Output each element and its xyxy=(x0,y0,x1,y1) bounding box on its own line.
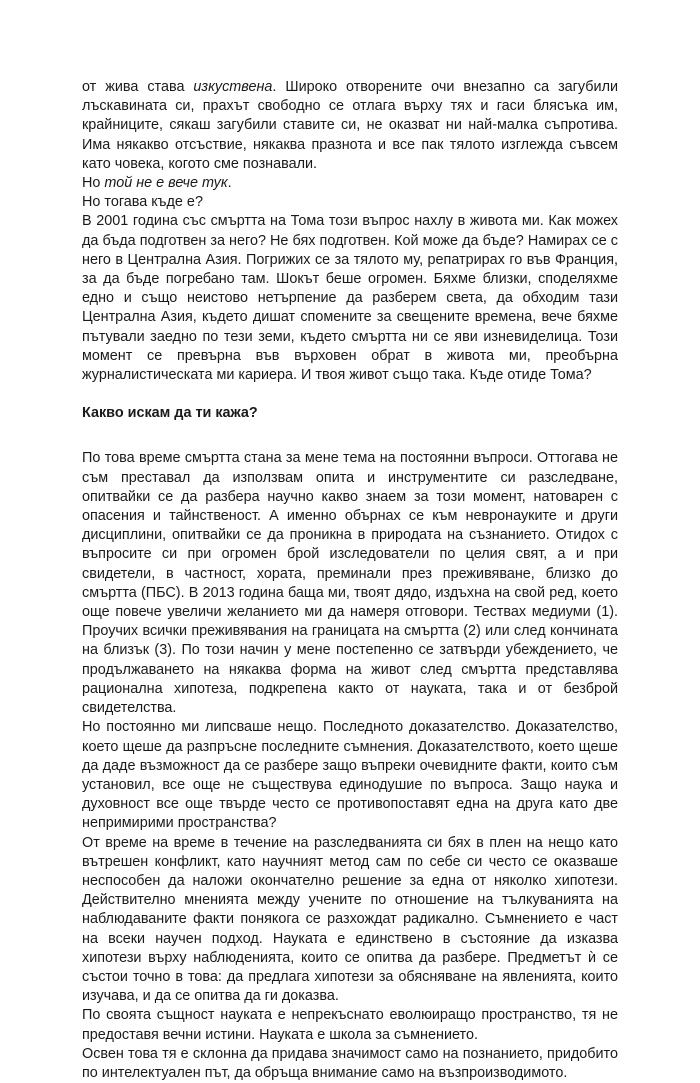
paragraph-2 xyxy=(82,174,618,193)
paragraph-3: Но тогава къде е? xyxy=(82,194,203,211)
paragraph-2-italic: той не е вече тук xyxy=(104,175,228,192)
paragraph-8: По своята същност науката е непрекъснато еволюиращо пространство, тя не предоставя вечни истини. Науката е школа за съмнението. xyxy=(82,1007,618,1043)
paragraph-9: Освен това тя е склонна да придава значимост само на познанието, придобито по интелектуален път, да обръща внимание само на възпроизводимото. xyxy=(82,1045,618,1081)
paragraph-7: От време на време в течение на разследванията си бях в плен на нещо като вътрешен конфликт, като научният метод сам по себе си често се оказваше неспособен да наложи окончателно решение за една от няколко хипотези. Действително мненията между учените по отношение на тълкуванията на наблюдаваните факти понякога се разхождат радикално. Съмнението е част на всеки научен подход. Науката е единствено в състояние да изказва хипотези върху наблюденията, които се опитва да разбере. Предметът ѝ се състои точно в това: да предлага хипотези за обясняване на явленията, които изучава, и да се опитва да ги доказва. xyxy=(82,834,618,1005)
paragraph-2-text-c: . xyxy=(227,175,232,192)
paragraph-1-text-a: от жива става xyxy=(82,79,194,95)
paragraph-1-italic: изкуствена xyxy=(193,79,273,95)
section-heading: Какво искам да ти кажа? xyxy=(82,405,258,422)
paragraph-1 xyxy=(82,78,618,174)
paragraph-6: Но постоянно ми липсваше нещо. Последното доказателство. Доказателство, което щеше да разпръсне последните съмнения. Доказателството, което щеше да даде възможност да се разбере защо въпреки очевидните факти, които съм установил, все още не съществува единодушие по въпроса. Защо наука и духовност все още твърде често се противопоставят една на друга като две непримирими пространства? xyxy=(82,719,618,832)
paragraph-1-text-c: . Широко отворените очи внезапно са загубили лъскавината си, прахът свободно се отлага върху тях и гаси блясъка им, крайниците, сякаш загубили ставите си, не оказват ни най-малка съпротива. Има някакво отсъствие, някаква празнота и все пак тялото изглежда съвсем като човека, когото сме познавали. xyxy=(82,79,619,172)
paragraph-4: В 2001 година със смъртта на Тома този въпрос нахлу в живота ми. Как можех да бъда подготвен за него? Не бях подготвен. Кой може да бъде? Намирах се с него в Централна Азия. Погрижих се за тялото му, репатрирах го във Франция, за да бъде погребано там. Шокът беше огромен. Бяхме близки, споделяхме едно и също неистово нетърпение да разберем света, да обходим тази Централна Азия, където дишат спомените за свещените времена, вече бяхме пътували заедно по тези земи, където смъртта ни се яви изневиделица. Този момент се превърна във върховен обрат в живота ми, преобърна журналистическата ми кариера. И твоя живот също така. Къде отиде Тома? xyxy=(82,213,618,384)
paragraph-5: По това време смъртта стана за мене тема на постоянни въпроси. Оттогава не съм преставал да използвам опита и инструментите си разследване, опитвайки се да разбера научно какво знаем за този момент, натоварен с опасения и тайнственост. А именно обърнах се към невронауките и други дисциплини, опитвайки се да проникна в природата на съзнанието. Отидох с въпросите си при огромен брой изследователи по целия свят, а и при свидетели, в частност, хората, преминали през преживяване, близко до смъртта (ПБС). В 2013 година баща ми, твоят дядо, издъхна на свой ред, което още повече увеличи желанието ми да намеря отговори. Тествах медиуми (1). Проучих всички преживявания на границата на смъртта (2) или след кончината на близък (3). По този начин у мене постепенно се затвърди убеждението, че продължаването на някаква форма на живот след смъртта представлява рационална хипотеза, подкрепена както от науката, така и от безброй свидетелства. xyxy=(82,450,618,717)
paragraph-2-text-a: Но xyxy=(82,175,105,192)
